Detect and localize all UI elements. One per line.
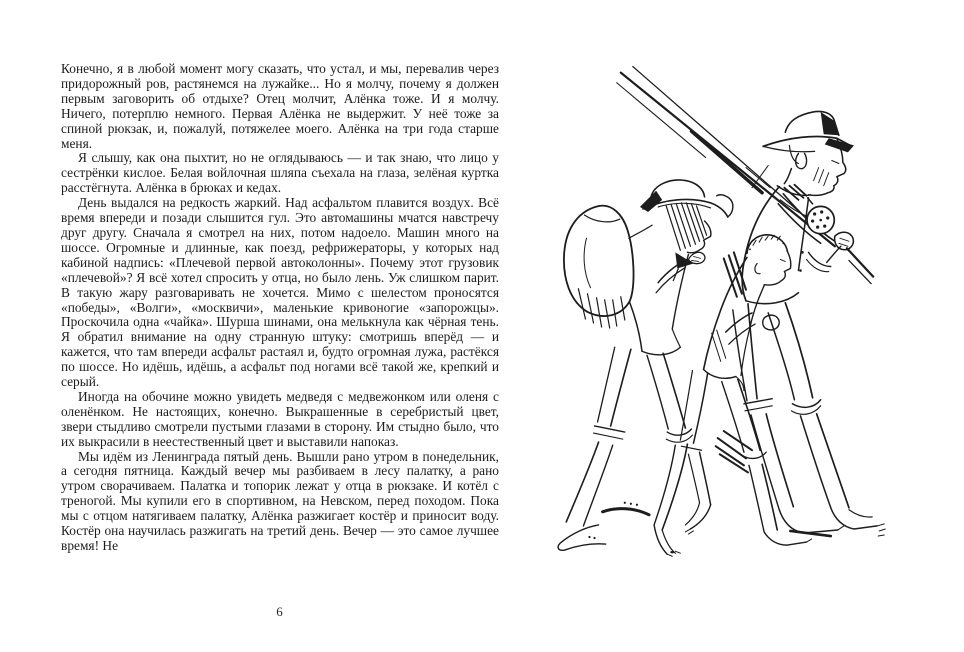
man-hand [835,232,854,249]
fishing-reel [807,198,834,234]
girl-figure [558,180,733,556]
leg-hatching [716,431,752,472]
boy-front-foot [764,532,806,545]
girl-hair [666,203,706,250]
paragraph-3: День выдался на редкость жаркий. Над асфальтом плавится воздух. Всё время впереди и позади слышится гул. Это автомашины мчатся навстречу друг другу. Сначала я смотрел на них, потом надоело. Машин много на шоссе. Огромные и длинные, как поезд, рефрижераторы, у которых над кабиной надпись: «Плечевой первой автоколонны». Почему этот грузовик «плечевой»? Я всё хотел спросить у отца, но было лень. Уж слишком парит. В такую жару разговаривать не хочется. Мимо с шелестом проносятся «победы», «Волги», «москвичи», маленькие кривоногие «запорожцы». Проскочила одна «чайка». Шурша шинами, она мелькнула как чёрная тень. Я обратил внимание на одну странную штуку: смотришь вперёд — и кажется, что там впереди асфальт растаял и, будто огромная лужа, растёкся по шоссе. Но идёшь, идёшь, а асфальт под ногами всё такой же, крепкий и серый. [61,195,499,390]
boy-face [764,251,791,285]
page-number: 6 [276,604,284,619]
backpack [564,206,634,316]
girl-hat [651,180,705,197]
text-column [61,62,499,554]
hikers-drawing [538,38,962,604]
paragraph-1: Конечно, я в любой момент могу сказать, что устал, и мы, перевалив через придорожный ров, растянемся на лужайке... Но я молчу, почему я должен первым заговорить об отдыхе? Отец молчит, Алёнка тоже. И я молчу. Ничего, потерплю немного. Первая Алёнка не выдержит. У неё тоже за спиной рюкзак, и, пожалуй, потяжелее моего. Алёнка на три года старше меня. [61,61,499,151]
man-face [809,138,846,195]
backpack-strap [629,225,652,238]
girl-hand [688,252,705,263]
fishing-rods [617,67,873,284]
paragraph-4: Иногда на обочине можно увидеть медведя с медвежонком или оленя с оленёнком. Не настоящих, конечно. Выкрашенные в серебристый цвет, звери стыдливо смотрели пустыми глазами в сторону. Им стыдно было, что их выкрасили в неестественный цвет и выставили напоказ. [61,388,499,449]
man-front-foot [831,508,877,529]
backpack-hatching [578,289,624,328]
man-back-foot [779,510,838,533]
hikers-illustration [538,38,962,604]
girl-trailing-foot [558,525,606,550]
paragraph-2: Я слышу, как она пыхтит, но не оглядываюсь — и так знаю, что лицо у сестрёнки кислое. Белая войлочная шляпа съехала на глаза, зелёная куртка расстёгнута. Алёнка в брюках и кедах. [61,150,499,196]
paragraph-5: Мы идём из Ленинграда пятый день. Вышли рано утром в понедельник, а сегодня пятница. Каждый вечер мы разбиваем в лесу палатку, а рано утром сворачиваем. Палатка и топорик лежат у отца в рюкзаке. И котёл с треногой. Мы купили его в спортивном, на Невском, перед походом. Пока мы с отцом натягиваем палатку, Алёнка разжигает костёр и приносит воду. Костёр она научилась разжигать на третий день. Вечер — это самое лучшее время! Не [61,448,499,553]
